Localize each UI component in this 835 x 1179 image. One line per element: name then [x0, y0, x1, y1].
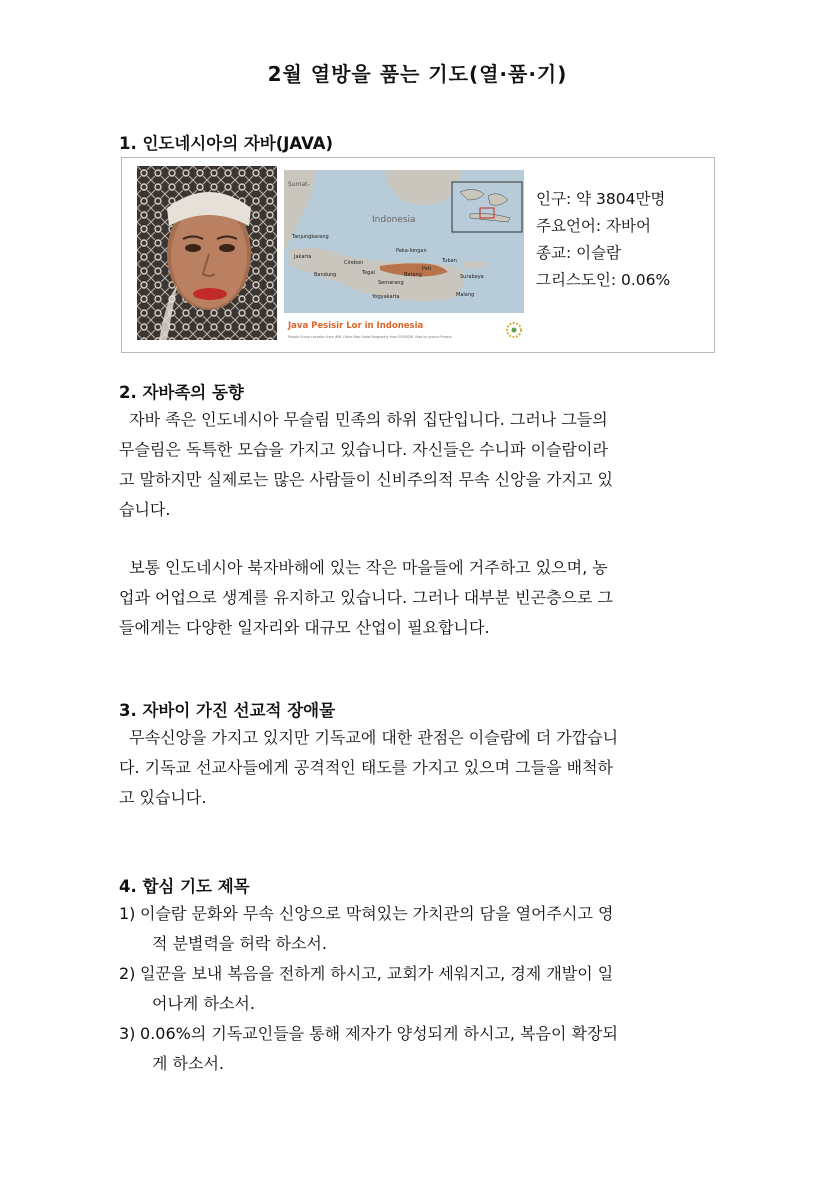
paragraph-line: 고 말하지만 실제로는 많은 사람들이 신비주의적 무속 신앙을 가지고 있: [119, 470, 613, 489]
map-city-label: Bandung: [314, 272, 337, 278]
prayer-item-line: 게 하소서.: [152, 1054, 224, 1073]
prayer-item-number: 1): [119, 904, 136, 923]
map-city-label: Batang: [404, 272, 422, 278]
map-city-label: Tuban: [442, 258, 457, 264]
people-group-stats: [536, 186, 670, 294]
stat-christians: 그리스도인: 0.06%: [536, 271, 671, 289]
prayer-item-line: 0.06%의 기독교인들을 통해 제자가 양성되게 하시고, 복음이 확장되: [140, 1024, 618, 1043]
map-city-label: Cirebon: [344, 260, 364, 266]
prayer-item: [119, 1019, 719, 1079]
stat-language: 주요언어: 자바어: [536, 217, 651, 235]
section-2-paragraph-2: [119, 553, 717, 643]
prayer-item: [119, 959, 719, 1019]
map-city-label: Semarang: [378, 280, 404, 286]
prayer-item-line: 어나게 하소서.: [152, 994, 255, 1013]
java-map: [284, 170, 524, 343]
map-city-label: Jakarta: [294, 254, 312, 260]
map-region-label: Sumat-: [288, 181, 310, 188]
paragraph-line: 보통 인도네시아 북자바해에 있는 작은 마을들에 거주하고 있으며, 농: [119, 558, 608, 577]
paragraph-line: 습니다.: [119, 500, 171, 519]
paragraph-line: 다. 기독교 선교사들에게 공격적인 태도를 가지고 있으며 그들을 배척하: [119, 758, 613, 777]
prayer-item: [119, 899, 719, 959]
map-city-label: Pati: [422, 266, 432, 272]
paragraph-line: 자바 족은 인도네시아 무슬림 민족의 하위 집단입니다. 그러나 그들의: [119, 410, 608, 429]
paragraph-line: 들에게는 다양한 일자리와 대규모 산업이 필요합니다.: [119, 618, 490, 637]
prayer-item-line: 적 분별력을 허락 하소서.: [152, 934, 327, 953]
map-caption-title: Java Pesisir Lor in Indonesia: [288, 321, 424, 331]
section-2-heading: 2. 자바족의 동향: [119, 383, 244, 402]
stat-population: 인구: 약 3804만명: [536, 190, 666, 208]
map-city-label: Tanjungkarang: [292, 234, 329, 240]
portrait-image: [137, 166, 277, 340]
map-city-label: Yogyakarta: [372, 294, 400, 300]
page-title: 2월 열방을 품는 기도(열·품·기): [267, 62, 568, 86]
prayer-item-line: 이슬람 문화와 무속 신앙으로 막혀있는 가치관의 담을 열어주시고 영: [140, 904, 614, 923]
map-city-label: Tegal: [362, 270, 375, 276]
prayer-item-number: 3): [119, 1024, 136, 1043]
map-city-label: Surabaya: [460, 274, 484, 280]
section-2-paragraph-1: [119, 405, 717, 525]
paragraph-line: 무속신앙을 가지고 있지만 기독교에 대한 관점은 이슬람에 더 가깝습니: [119, 728, 619, 747]
section-3-paragraph: [119, 723, 717, 813]
section-4-heading: 4. 합심 기도 제목: [119, 877, 250, 896]
prayer-list: [119, 899, 719, 1079]
map-image: [284, 170, 524, 343]
map-city-label: Peka-longan: [396, 248, 427, 254]
section-1-heading: 1. 인도네시아의 자바(JAVA): [119, 134, 334, 153]
map-caption-small: People Group Location from IMB. Other Map Data/Geography from ESRI/GMI. Map by Joshua Project.: [288, 335, 453, 339]
paragraph-line: 무슬림은 독특한 모습을 가지고 있습니다. 자신들은 수니파 이슬람이라: [119, 440, 608, 459]
stat-religion: 종교: 이슬람: [536, 244, 622, 262]
woman-portrait-photo: [137, 166, 277, 340]
section-3-heading: 3. 자바이 가진 선교적 장애물: [119, 701, 336, 720]
paragraph-line: 고 있습니다.: [119, 788, 207, 807]
paragraph-line: 업과 어업으로 생계를 유지하고 있습니다. 그러나 대부분 빈곤층으로 그: [119, 588, 613, 607]
map-country-label: Indonesia: [372, 215, 416, 225]
prayer-item-number: 2): [119, 964, 136, 983]
prayer-item-line: 일꾼을 보내 복음을 전하게 하시고, 교회가 세워지고, 경제 개발이 일: [140, 964, 614, 983]
people-group-infobox: [121, 157, 715, 353]
map-city-label: Malang: [456, 292, 475, 298]
